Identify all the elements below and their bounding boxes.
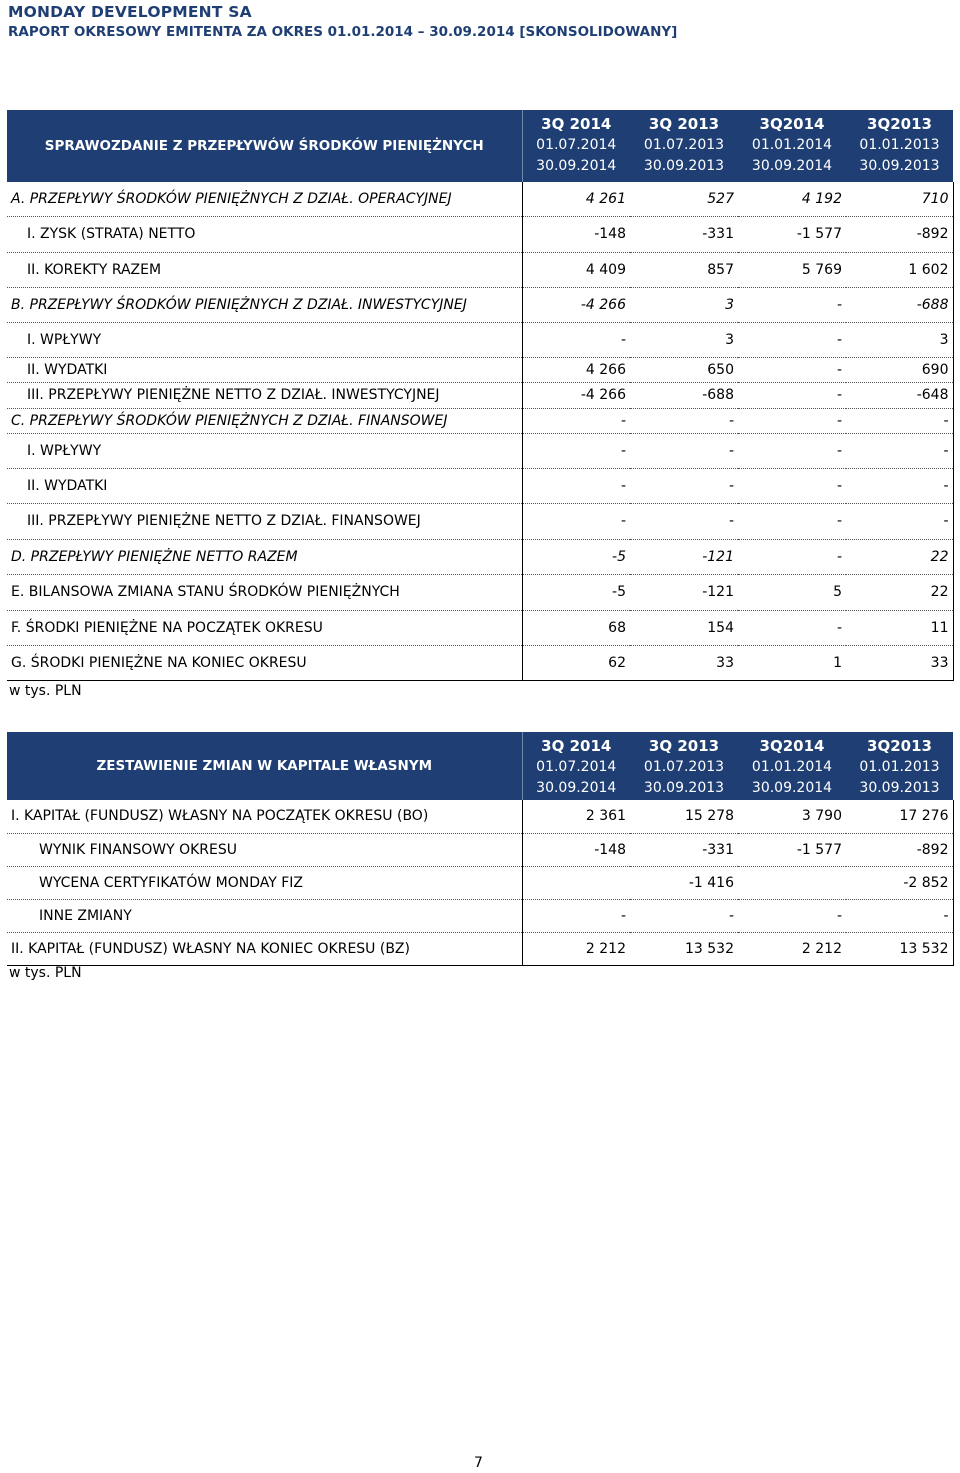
row-value: -4 266 bbox=[522, 382, 630, 408]
row-value: 2 212 bbox=[522, 932, 630, 965]
row-value: 3 bbox=[630, 287, 738, 322]
column-date-from: 01.01.2014 bbox=[751, 137, 833, 153]
column-date-to: 30.09.2013 bbox=[859, 158, 940, 174]
table-row bbox=[7, 287, 953, 322]
row-value: 2 361 bbox=[522, 800, 630, 833]
row-value: - bbox=[630, 899, 738, 932]
cashflow-title: SPRAWOZDANIE Z PRZEPŁYWÓW ŚRODKÓW PIENIĘŻNYCH bbox=[7, 110, 522, 182]
column-date-from: 01.07.2013 bbox=[643, 137, 725, 153]
row-value: -892 bbox=[846, 833, 953, 866]
column-quarter: 3Q2013 bbox=[867, 737, 932, 755]
row-value: - bbox=[630, 503, 738, 539]
column-date-to: 30.09.2014 bbox=[751, 780, 833, 796]
row-value: - bbox=[846, 899, 953, 932]
row-value: 68 bbox=[522, 610, 630, 645]
row-value: 33 bbox=[846, 645, 953, 680]
column-header-3 bbox=[738, 110, 846, 182]
row-value: 13 532 bbox=[846, 932, 953, 965]
row-label: I. WPŁYWY bbox=[7, 322, 522, 357]
row-label: A. PRZEPŁYWY ŚRODKÓW PIENIĘŻNYCH Z DZIAŁ. OPERACYJNEJ bbox=[7, 182, 522, 216]
column-date-to: 30.09.2014 bbox=[536, 780, 617, 796]
row-label: III. PRZEPŁYWY PIENIĘŻNE NETTO Z DZIAŁ. INWESTYCYJNEJ bbox=[7, 382, 522, 408]
column-date-to: 30.09.2013 bbox=[859, 780, 940, 796]
row-value: 11 bbox=[846, 610, 953, 645]
row-value: - bbox=[738, 433, 846, 468]
unit-note: w tys. PLN bbox=[9, 683, 82, 699]
row-value: 17 276 bbox=[846, 800, 953, 833]
row-value: 857 bbox=[630, 252, 738, 287]
column-header-1 bbox=[522, 110, 630, 182]
column-date-to: 30.09.2013 bbox=[643, 780, 725, 796]
row-value: 2 212 bbox=[738, 932, 846, 965]
row-value: -5 bbox=[522, 574, 630, 610]
unit-note: w tys. PLN bbox=[9, 965, 82, 981]
column-quarter: 3Q2014 bbox=[759, 115, 825, 133]
row-value: - bbox=[630, 408, 738, 433]
row-value: 5 769 bbox=[738, 252, 846, 287]
row-value: 527 bbox=[630, 182, 738, 216]
row-value: - bbox=[738, 408, 846, 433]
column-quarter: 3Q2014 bbox=[759, 737, 825, 755]
row-label: II. KAPITAŁ (FUNDUSZ) WŁASNY NA KONIEC OKRESU (BZ) bbox=[7, 932, 522, 965]
table-row bbox=[7, 468, 953, 503]
column-quarter: 3Q 2013 bbox=[648, 115, 720, 133]
row-value: - bbox=[738, 899, 846, 932]
row-value: 15 278 bbox=[630, 800, 738, 833]
row-value: - bbox=[522, 322, 630, 357]
column-date-from: 01.01.2013 bbox=[859, 137, 940, 153]
row-value: - bbox=[630, 433, 738, 468]
row-value: 710 bbox=[846, 182, 953, 216]
equity-title: ZESTAWIENIE ZMIAN W KAPITALE WŁASNYM bbox=[7, 732, 522, 800]
row-value: - bbox=[522, 899, 630, 932]
row-value: 1 bbox=[738, 645, 846, 680]
row-value: 154 bbox=[630, 610, 738, 645]
row-label: I. ZYSK (STRATA) NETTO bbox=[7, 216, 522, 252]
row-value: 22 bbox=[846, 574, 953, 610]
column-date-from: 01.07.2014 bbox=[536, 137, 617, 153]
table-row bbox=[7, 539, 953, 574]
row-value: - bbox=[738, 503, 846, 539]
row-value: - bbox=[738, 287, 846, 322]
row-label: E. BILANSOWA ZMIANA STANU ŚRODKÓW PIENIĘŻNYCH bbox=[7, 574, 522, 610]
table-row bbox=[7, 932, 953, 965]
report-title: RAPORT OKRESOWY EMITENTA ZA OKRES 01.01.2014 – 30.09.2014 [SKONSOLIDOWANY] bbox=[8, 24, 678, 40]
row-value: - bbox=[738, 610, 846, 645]
table-row bbox=[7, 899, 953, 932]
row-label: WYCENA CERTYFIKATÓW MONDAY FIZ bbox=[7, 866, 522, 899]
row-label: II. KOREKTY RAZEM bbox=[7, 252, 522, 287]
row-value: - bbox=[522, 408, 630, 433]
table-row bbox=[7, 408, 953, 433]
row-value: -688 bbox=[630, 382, 738, 408]
row-value: 4 192 bbox=[738, 182, 846, 216]
row-label: I. KAPITAŁ (FUNDUSZ) WŁASNY NA POCZĄTEK OKRESU (BO) bbox=[7, 800, 522, 833]
page-number: 7 bbox=[474, 1455, 483, 1471]
row-value: - bbox=[522, 503, 630, 539]
row-value: - bbox=[630, 468, 738, 503]
table-row bbox=[7, 610, 953, 645]
row-value: 5 bbox=[738, 574, 846, 610]
table-row bbox=[7, 503, 953, 539]
row-value: 3 bbox=[846, 322, 953, 357]
row-value: - bbox=[846, 408, 953, 433]
column-header-3 bbox=[738, 732, 846, 800]
row-value: - bbox=[522, 433, 630, 468]
table-row bbox=[7, 382, 953, 408]
column-date-from: 01.07.2013 bbox=[643, 759, 725, 775]
row-label: I. WPŁYWY bbox=[7, 433, 522, 468]
row-value: -5 bbox=[522, 539, 630, 574]
column-header-4 bbox=[846, 110, 953, 182]
row-value: - bbox=[738, 322, 846, 357]
row-value: 4 266 bbox=[522, 357, 630, 382]
row-value: 3 bbox=[630, 322, 738, 357]
column-header-2 bbox=[630, 110, 738, 182]
row-value: -688 bbox=[846, 287, 953, 322]
column-date-to: 30.09.2013 bbox=[643, 158, 725, 174]
row-value: -1 577 bbox=[738, 216, 846, 252]
column-date-to: 30.09.2014 bbox=[751, 158, 833, 174]
company-name: MONDAY DEVELOPMENT SA bbox=[8, 3, 252, 21]
row-value: 3 790 bbox=[738, 800, 846, 833]
row-label: WYNIK FINANSOWY OKRESU bbox=[7, 833, 522, 866]
row-value: 13 532 bbox=[630, 932, 738, 965]
row-value: -2 852 bbox=[846, 866, 953, 899]
row-value: 690 bbox=[846, 357, 953, 382]
row-value: -331 bbox=[630, 216, 738, 252]
column-quarter: 3Q2013 bbox=[867, 115, 932, 133]
row-value: - bbox=[738, 468, 846, 503]
row-value: - bbox=[738, 357, 846, 382]
row-value: - bbox=[522, 468, 630, 503]
row-value: -148 bbox=[522, 216, 630, 252]
table-row bbox=[7, 866, 953, 899]
row-value: 22 bbox=[846, 539, 953, 574]
row-label: II. WYDATKI bbox=[7, 357, 522, 382]
table-row bbox=[7, 357, 953, 382]
column-quarter: 3Q 2013 bbox=[648, 737, 720, 755]
column-header-2 bbox=[630, 732, 738, 800]
column-date-from: 01.07.2014 bbox=[536, 759, 617, 775]
row-value: -121 bbox=[630, 574, 738, 610]
equity-header-row bbox=[7, 732, 953, 800]
row-label: INNE ZMIANY bbox=[7, 899, 522, 932]
row-value bbox=[738, 866, 846, 899]
row-label: B. PRZEPŁYWY ŚRODKÓW PIENIĘŻNYCH Z DZIAŁ. INWESTYCYJNEJ bbox=[7, 287, 522, 322]
row-value: -4 266 bbox=[522, 287, 630, 322]
row-value: - bbox=[846, 468, 953, 503]
row-value: - bbox=[738, 382, 846, 408]
table-row bbox=[7, 800, 953, 833]
column-quarter: 3Q 2014 bbox=[541, 115, 612, 133]
column-date-from: 01.01.2013 bbox=[859, 759, 940, 775]
table-row bbox=[7, 833, 953, 866]
cashflow-header-row bbox=[7, 110, 953, 182]
equity-table bbox=[7, 732, 954, 966]
row-label: III. PRZEPŁYWY PIENIĘŻNE NETTO Z DZIAŁ. FINANSOWEJ bbox=[7, 503, 522, 539]
row-value: -1 577 bbox=[738, 833, 846, 866]
row-label: II. WYDATKI bbox=[7, 468, 522, 503]
row-label: D. PRZEPŁYWY PIENIĘŻNE NETTO RAZEM bbox=[7, 539, 522, 574]
table-row bbox=[7, 645, 953, 680]
row-value: -121 bbox=[630, 539, 738, 574]
column-quarter: 3Q 2014 bbox=[541, 737, 612, 755]
row-value: 62 bbox=[522, 645, 630, 680]
column-date-from: 01.01.2014 bbox=[751, 759, 833, 775]
row-value: - bbox=[738, 539, 846, 574]
row-value: 33 bbox=[630, 645, 738, 680]
row-value: 4 409 bbox=[522, 252, 630, 287]
row-label: G. ŚRODKI PIENIĘŻNE NA KONIEC OKRESU bbox=[7, 645, 522, 680]
row-label: C. PRZEPŁYWY ŚRODKÓW PIENIĘŻNYCH Z DZIAŁ. FINANSOWEJ bbox=[7, 408, 522, 433]
row-value: - bbox=[846, 433, 953, 468]
row-label: F. ŚRODKI PIENIĘŻNE NA POCZĄTEK OKRESU bbox=[7, 610, 522, 645]
table-row bbox=[7, 182, 953, 216]
table-row bbox=[7, 216, 953, 252]
table-row bbox=[7, 433, 953, 468]
column-date-to: 30.09.2014 bbox=[536, 158, 617, 174]
row-value bbox=[522, 866, 630, 899]
column-header-1 bbox=[522, 732, 630, 800]
row-value: -1 416 bbox=[630, 866, 738, 899]
row-value: - bbox=[846, 503, 953, 539]
row-value: -892 bbox=[846, 216, 953, 252]
cashflow-table bbox=[7, 110, 954, 681]
row-value: -648 bbox=[846, 382, 953, 408]
table-row bbox=[7, 574, 953, 610]
document-header bbox=[8, 2, 677, 42]
row-value: 1 602 bbox=[846, 252, 953, 287]
table-row bbox=[7, 252, 953, 287]
column-header-4 bbox=[846, 732, 953, 800]
row-value: 650 bbox=[630, 357, 738, 382]
row-value: -148 bbox=[522, 833, 630, 866]
row-value: 4 261 bbox=[522, 182, 630, 216]
row-value: -331 bbox=[630, 833, 738, 866]
table-row bbox=[7, 322, 953, 357]
